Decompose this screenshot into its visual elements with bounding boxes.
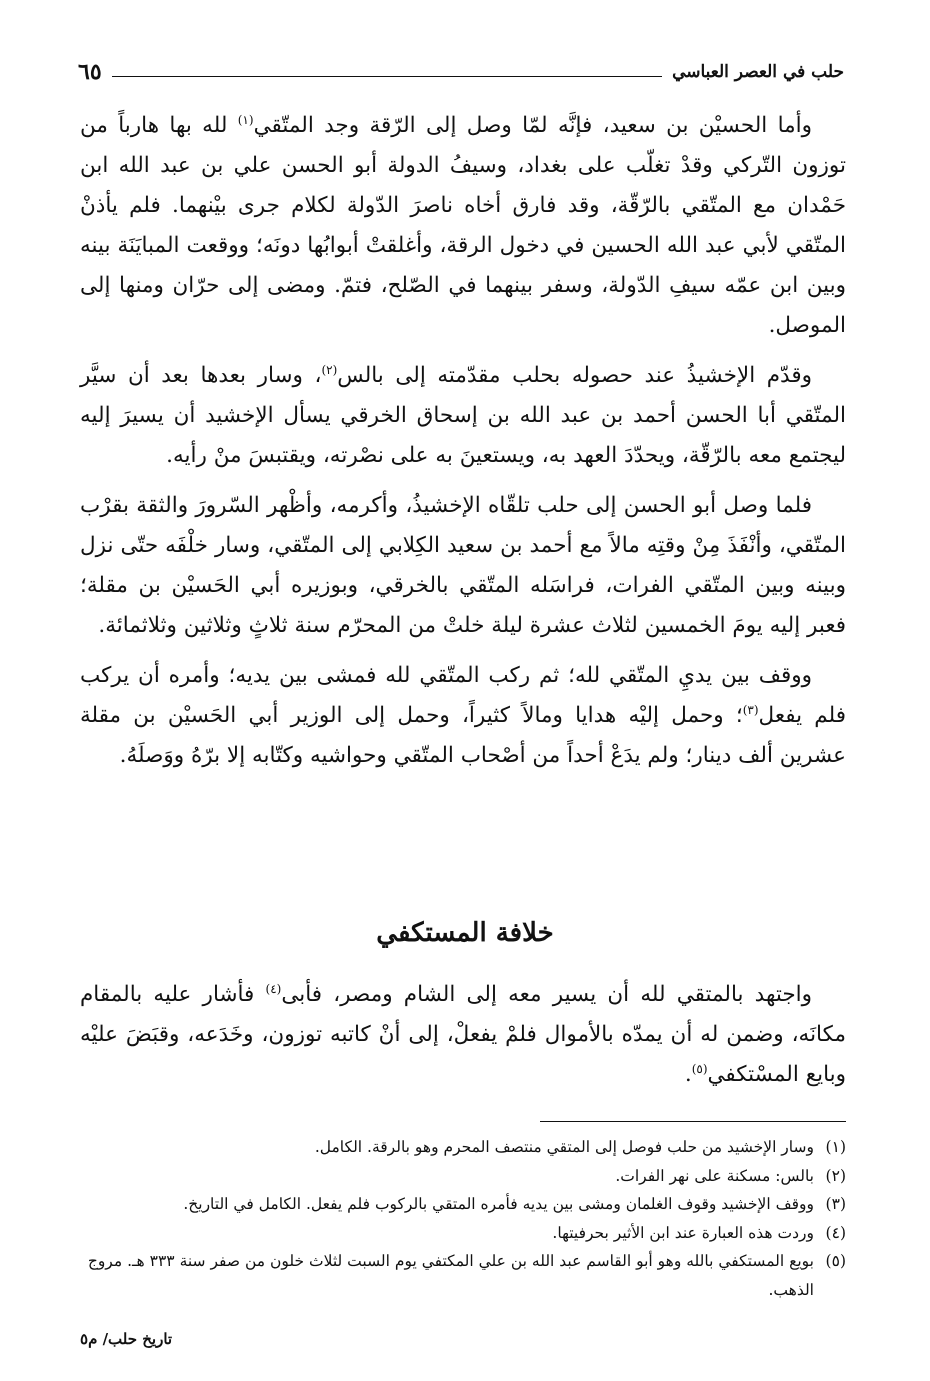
page-header bbox=[78, 52, 844, 92]
paragraph-text: ؛ وحمل إليْه هدايا ومالاً كثيراً، وحمل إلى الوزير أبي الحَسيْن بن مقلة عشرين ألف دينار؛ ولم يدَعْ أحداً من أصْحاب المتّقي وحواشيه وكتّابه إلا برّهُ ووَصلَهُ. bbox=[80, 703, 846, 768]
paragraph-text: . bbox=[684, 1062, 692, 1087]
page-number: ٦٥ bbox=[78, 59, 102, 85]
footnote-number: (٤) bbox=[825, 1223, 846, 1242]
footnote-separator bbox=[540, 1121, 846, 1122]
footnote bbox=[80, 1190, 846, 1219]
footnote-text: بويع المستكفي بالله وهو أبو القاسم عبد الله بن علي المكتفي يوم السبت لثلاث خلون من صفر سنة ٣٣٣ هـ. مروج الذهب. bbox=[87, 1252, 814, 1299]
running-title: حلب في العصر العباسي bbox=[672, 62, 844, 82]
paragraph bbox=[80, 486, 846, 646]
paragraph-text: وقدّم الإخشيذُ عند حصوله بحلب مقدّمته إلى بالس bbox=[337, 363, 812, 388]
footnote-number: (٣) bbox=[825, 1195, 846, 1213]
paragraph-text: فلما وصل أبو الحسن إلى حلب تلقّاه الإخشيذُ، وأكرمه، وأظْهر السّرورَ والثقة بقرْب المتّقي، وأنْفَذَ مِنْ وقتِه مالاً مع أحمد بن سعيد الكِلابي إلى المتّقي، وسار خلْفَه حتّى نزل وبينه وبين المتّقي الفرات، فراسَله المتّقي بالخرقي، وبوزيره أبي الحَسيْن بن مقلة؛ فعبر إليه يومَ الخمسين لثلاث عشرة ليلة خلتْ من المحرّم سنة ثلاثٍ وثلاثين وثلاثمائة. bbox=[80, 493, 846, 638]
footnote-marker[interactable]: (١) bbox=[237, 112, 254, 127]
footnote-text: وسار الإخشيد من حلب فوصل إلى المتقي منتصف المحرم وهو بالرقة. الكامل. bbox=[314, 1138, 814, 1156]
footnotes bbox=[80, 1133, 846, 1304]
footnote-text: بالس: مسكنة على نهر الفرات. bbox=[615, 1166, 814, 1185]
section-text bbox=[80, 975, 846, 1105]
section-heading: خلافة المستكفي bbox=[376, 918, 554, 948]
footnote-text: ووقف الإخشيد وقوف الغلمان ومشى بين يديه فأمره المتقي بالركوب فلم يفعل. الكامل في التاريخ. bbox=[183, 1195, 814, 1213]
printer-signature: تاريخ حلب/ م٥ bbox=[80, 1330, 173, 1348]
footnote-marker[interactable]: (٤) bbox=[265, 981, 282, 996]
footnote-marker[interactable]: (٥) bbox=[691, 1061, 708, 1076]
paragraph-text: فأشار عليه بالمقام مكانَه، وضمن له أن يمدّه بالأموال فلمْ يفعلْ، إلى أنْ كاتبه توزون، وخَدَعه، وقبَضَ عليْه وبايع المسْتكفي bbox=[80, 982, 846, 1087]
footnote-text: وردت هذه العبارة عند ابن الأثير بحرفيتها. bbox=[552, 1223, 814, 1242]
footnote bbox=[80, 1247, 846, 1304]
header-rule bbox=[112, 76, 662, 77]
footnote bbox=[80, 1162, 846, 1191]
footnote bbox=[80, 1219, 846, 1248]
main-text bbox=[80, 106, 846, 786]
paragraph bbox=[80, 656, 846, 776]
paragraph bbox=[80, 356, 846, 476]
paragraph bbox=[80, 106, 846, 346]
paragraph bbox=[80, 975, 846, 1095]
footnote-marker[interactable]: (٣) bbox=[742, 702, 759, 717]
paragraph-text: ، وسار بعدها بعد أن سيَّر المتّقي أبا الحسن أحمد بن عبد الله بن إسحاق الخرقي يسأل الإخشيد أن يسيرَ إليه ليجتمع معه بالرّقّة، ويحدّدَ العهد به، ويستعينَ به على نصْرته، ويقتبسَ منْ رأيه. bbox=[80, 363, 846, 468]
paragraph-text: لله بها هارباً من توزون التّركي وقدْ تغلّب على بغداد، وسيفُ الدولة أبو الحسن علي بن عبد الله ابن حَمْدان مع المتّقي بالرّقّة، وقد فارق أخاه ناصرَ الدّولة لكلام جرى بيْنهما. فلم يأذنْ المتّقي لأبي عبد الله الحسين في دخول الرقة، وأغلقتْ أبوابُها دونَه؛ ووقعت المبايَنَة بينه وبين ابن عمّه سيفِ الدّولة، وسفر بينهما في الصّلح، فتمّ. ومضى إلى حرّان ومنها إلى الموصل. bbox=[80, 113, 846, 338]
footnote bbox=[80, 1133, 846, 1162]
footnote-number: (٢) bbox=[825, 1166, 846, 1185]
footnote-marker[interactable]: (٢) bbox=[321, 362, 338, 377]
footnote-number: (١) bbox=[825, 1138, 846, 1156]
paragraph-text: واجتهد بالمتقي لله أن يسير معه إلى الشام ومصر، فأبى bbox=[281, 982, 812, 1007]
paragraph-text: وأما الحسيْن بن سعيد، فإنَّه لمّا وصل إلى الرّقة وجد المتّقي bbox=[253, 113, 812, 138]
footnote-number: (٥) bbox=[825, 1252, 846, 1270]
paragraph-text: ووقف بين يديِ المتّقي لله؛ ثم ركب المتّقي لله فمشى بين يديه؛ وأمره أن يركب فلم يفعل bbox=[80, 663, 846, 728]
